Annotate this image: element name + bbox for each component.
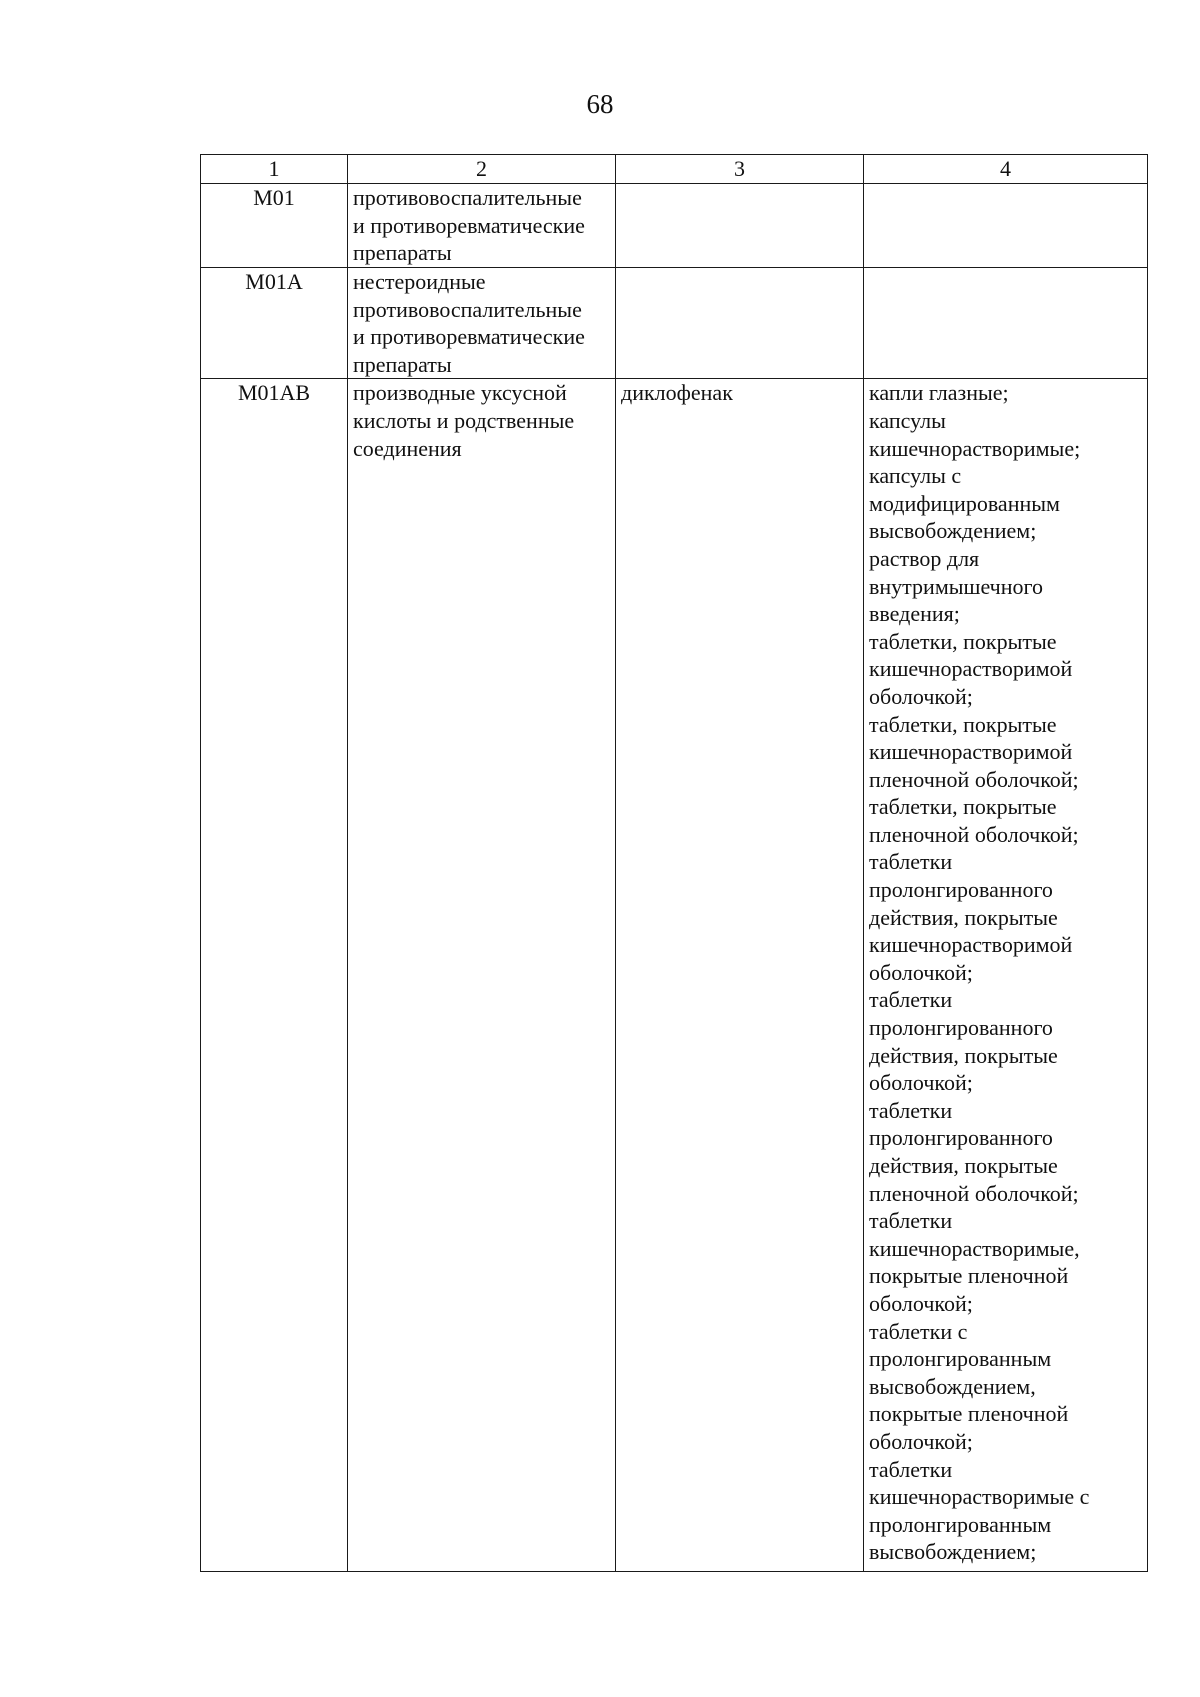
cell-text-line: оболочкой; bbox=[869, 1070, 973, 1096]
cell-text-line: производные уксусной bbox=[353, 380, 567, 406]
cell-text-line: введения; bbox=[869, 601, 960, 627]
cell-text-line: пленочной оболочкой; bbox=[869, 1180, 1079, 1206]
cell-text-line: таблетки с bbox=[869, 1318, 968, 1344]
cell-text-line: противовоспалительные bbox=[353, 185, 582, 210]
cell-text-line: кишечнорастворимые; bbox=[869, 435, 1081, 461]
cell-text-line: таблетки bbox=[869, 1097, 953, 1123]
cell-text-line: кишечнорастворимой bbox=[869, 739, 1073, 765]
cell-text-line: таблетки bbox=[869, 987, 953, 1013]
cell-text-line: капсулы bbox=[869, 407, 946, 433]
cell-text-line: действия, покрытые bbox=[869, 1153, 1058, 1178]
cell-text-line: оболочкой; bbox=[869, 683, 973, 709]
cell-text-line: пролонгированным bbox=[869, 1346, 1052, 1372]
table-row bbox=[201, 379, 1148, 1572]
cell-text-line: пролонгированного bbox=[869, 1015, 1053, 1041]
cell-text-line: высвобождением, bbox=[869, 1373, 1036, 1399]
column-header: 1 bbox=[201, 155, 348, 184]
cell-text-line: раствор для bbox=[869, 545, 980, 571]
cell-text-line: пролонгированного bbox=[869, 877, 1053, 903]
cell-text-line: пролонгированного bbox=[869, 1125, 1053, 1151]
cell-text-line: модифицированным bbox=[869, 490, 1060, 516]
forms-cell bbox=[864, 184, 1148, 268]
cell-text-line: внутримышечного bbox=[869, 573, 1043, 599]
column-header: 3 bbox=[616, 155, 864, 184]
cell-text-line: пленочной оболочкой; bbox=[869, 821, 1079, 847]
cell-text-line: пленочной оболочкой; bbox=[869, 766, 1079, 792]
cell-text-line: таблетки bbox=[869, 1208, 953, 1234]
cell-text-line: препараты bbox=[353, 240, 452, 266]
cell-text-line: оболочкой; bbox=[869, 959, 973, 985]
cell-text-line: кишечнорастворимые с bbox=[869, 1484, 1090, 1510]
table-row bbox=[201, 268, 1148, 379]
substance-cell bbox=[616, 379, 864, 1572]
cell-text-line: покрытые пленочной bbox=[869, 1263, 1069, 1289]
table-row bbox=[201, 184, 1148, 268]
forms-cell bbox=[864, 379, 1148, 1572]
column-header: 2 bbox=[348, 155, 616, 184]
atc-code-cell: M01AB bbox=[201, 379, 348, 1572]
cell-text-line: оболочкой; bbox=[869, 1428, 973, 1454]
cell-text-line: действия, покрытые bbox=[869, 1042, 1058, 1068]
cell-text-line: капсулы с bbox=[869, 463, 962, 489]
cell-text-line: оболочкой; bbox=[869, 1290, 973, 1316]
cell-text-line: кишечнорастворимые, bbox=[869, 1235, 1080, 1261]
cell-text-line: таблетки, покрытые bbox=[869, 794, 1057, 820]
group-cell bbox=[348, 184, 616, 268]
cell-text-line: противовоспалительные bbox=[353, 296, 582, 322]
cell-text-line: кишечнорастворимой bbox=[869, 656, 1073, 682]
cell-text-line: капли глазные; bbox=[869, 380, 1009, 406]
group-cell bbox=[348, 268, 616, 379]
cell-text-line: диклофенак bbox=[621, 380, 733, 406]
cell-text-line: пролонгированным bbox=[869, 1511, 1052, 1537]
cell-text-line: таблетки bbox=[869, 1456, 953, 1482]
cell-text-line: таблетки bbox=[869, 849, 953, 875]
cell-text-line: действия, покрытые bbox=[869, 904, 1058, 930]
cell-text-line: кишечнорастворимой bbox=[869, 932, 1073, 958]
column-header: 4 bbox=[864, 155, 1148, 184]
substance-cell bbox=[616, 184, 864, 268]
atc-code-cell: M01 bbox=[201, 184, 348, 268]
cell-text-line: и противоревматические bbox=[353, 212, 585, 238]
cell-text-line: покрытые пленочной bbox=[869, 1401, 1069, 1427]
cell-text-line: таблетки, покрытые bbox=[869, 628, 1057, 654]
cell-text-line: нестероидные bbox=[353, 269, 486, 294]
page-number: 68 bbox=[586, 89, 614, 119]
cell-text-line: соединения bbox=[353, 435, 462, 461]
substance-cell bbox=[616, 268, 864, 379]
atc-code-cell: M01A bbox=[201, 268, 348, 379]
cell-text-line: таблетки, покрытые bbox=[869, 711, 1057, 737]
cell-text-line: и противоревматические bbox=[353, 324, 585, 350]
cell-text-line: препараты bbox=[353, 351, 452, 377]
forms-cell bbox=[864, 268, 1148, 379]
cell-text-line: высвобождением; bbox=[869, 1539, 1037, 1565]
table-header-row bbox=[201, 155, 1148, 184]
cell-text-line: высвобождением; bbox=[869, 518, 1037, 544]
cell-text-line: кислоты и родственные bbox=[353, 407, 575, 433]
drug-table bbox=[200, 154, 1148, 1572]
group-cell bbox=[348, 379, 616, 1572]
